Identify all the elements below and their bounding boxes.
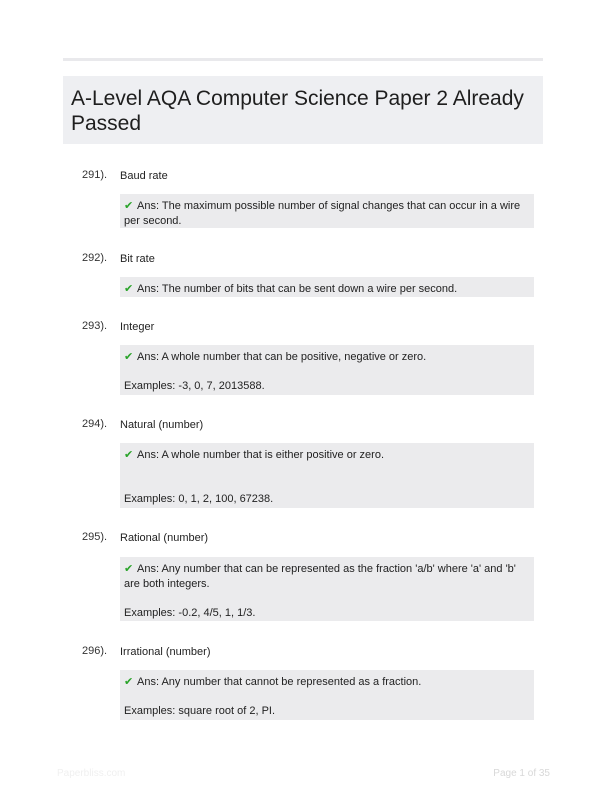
- check-icon: ✔: [124, 200, 134, 212]
- item-term: Bit rate: [120, 253, 155, 265]
- answer-text: Ans: The number of bits that can be sent down a wire per second.: [137, 283, 458, 295]
- answer-box: [120, 277, 534, 297]
- check-icon: ✔: [124, 351, 134, 363]
- answer-text: Ans: Any number that can be represented as the fraction 'a/b' where 'a' and 'b' are both integers.: [124, 563, 516, 590]
- item-term: Integer: [120, 321, 155, 333]
- examples-text: Examples: -3, 0, 7, 2013588.: [124, 380, 265, 392]
- check-icon: ✔: [124, 283, 134, 295]
- check-icon: ✔: [124, 676, 134, 688]
- item-number: 291).: [82, 169, 108, 181]
- examples-text: Examples: square root of 2, PI.: [124, 705, 276, 717]
- answer-box: [120, 557, 534, 621]
- answer-box: [120, 670, 534, 720]
- answer-box: [120, 345, 534, 395]
- answer-text: Ans: A whole number that can be positive, negative or zero.: [137, 351, 427, 363]
- top-divider: [63, 58, 543, 61]
- answer-box: [120, 443, 534, 508]
- item-number: 293).: [82, 320, 108, 332]
- examples-text: Examples: -0.2, 4/5, 1, 1/3.: [124, 607, 256, 619]
- item-term: Irrational (number): [120, 646, 211, 658]
- item-number: 295).: [82, 531, 108, 543]
- footer-watermark: Paperbliss.com: [57, 768, 126, 779]
- check-icon: ✔: [124, 449, 134, 461]
- item-number: 292).: [82, 252, 108, 264]
- item-number: 294).: [82, 418, 108, 430]
- item-term: Natural (number): [120, 419, 204, 431]
- title-banner: [63, 76, 543, 144]
- answer-box: [120, 194, 534, 228]
- item-number: 296).: [82, 645, 108, 657]
- answer-text: Ans: Any number that cannot be represented as a fraction.: [137, 676, 422, 688]
- examples-text: Examples: 0, 1, 2, 100, 67238.: [124, 493, 274, 505]
- page-indicator: Page 1 of 35: [493, 768, 550, 779]
- item-term: Baud rate: [120, 170, 168, 182]
- check-icon: ✔: [124, 563, 134, 575]
- answer-text: Ans: A whole number that is either positive or zero.: [137, 449, 385, 461]
- page-title: A-Level AQA Computer Science Paper 2 Already Passed: [71, 87, 524, 135]
- item-term: Rational (number): [120, 532, 209, 544]
- answer-text: Ans: The maximum possible number of signal changes that can occur in a wire per second.: [124, 200, 521, 227]
